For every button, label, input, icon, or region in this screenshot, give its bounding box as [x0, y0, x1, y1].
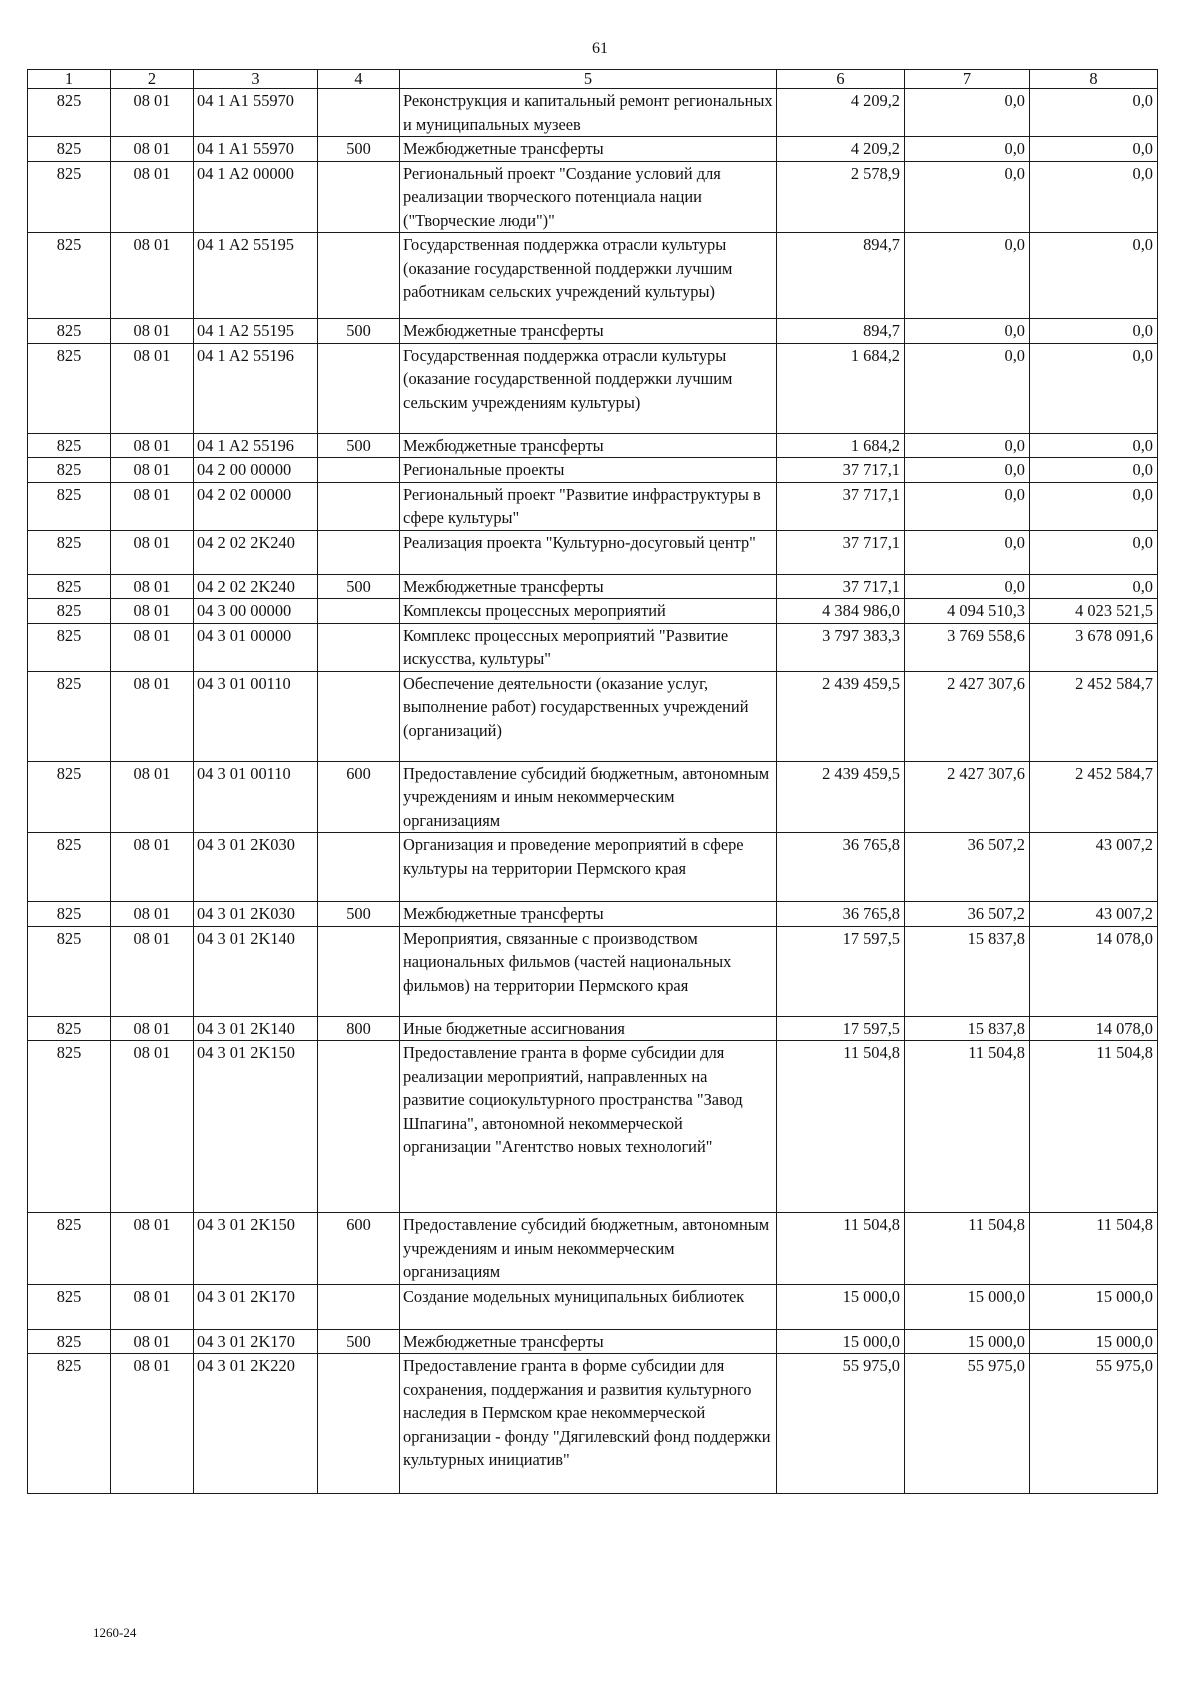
cell-expense-type: 600 [318, 1213, 400, 1285]
table-row [28, 482, 1158, 530]
cell-amount-year2: 36 507,2 [905, 902, 1030, 927]
cell-expense-type [318, 161, 400, 233]
cell-expense-type [318, 599, 400, 624]
table-row [28, 458, 1158, 483]
cell-amount-year1: 4 209,2 [777, 89, 905, 137]
cell-amount-year3: 55 975,0 [1030, 1354, 1158, 1494]
table-row [28, 319, 1158, 344]
cell-target-article: 04 3 01 2K170 [194, 1329, 318, 1354]
cell-gr: 825 [28, 89, 111, 137]
cell-target-article: 04 3 01 2K220 [194, 1354, 318, 1494]
table-row [28, 343, 1158, 433]
cell-amount-year3: 0,0 [1030, 458, 1158, 483]
cell-amount-year1: 894,7 [777, 233, 905, 319]
cell-description: Предоставление субсидий бюджетным, автономным учреждениям и иным некоммерческим организациям [400, 1213, 777, 1285]
cell-amount-year1: 37 717,1 [777, 574, 905, 599]
cell-description: Комплекс процессных мероприятий "Развитие искусства, культуры" [400, 623, 777, 671]
cell-expense-type: 800 [318, 1016, 400, 1041]
cell-description: Межбюджетные трансферты [400, 137, 777, 162]
cell-amount-year3: 14 078,0 [1030, 926, 1158, 1016]
table-row [28, 926, 1158, 1016]
cell-amount-year1: 15 000,0 [777, 1329, 905, 1354]
cell-amount-year3: 15 000,0 [1030, 1284, 1158, 1329]
cell-expense-type [318, 233, 400, 319]
cell-amount-year1: 2 439 459,5 [777, 761, 905, 833]
cell-gr: 825 [28, 458, 111, 483]
cell-section: 08 01 [111, 671, 194, 761]
cell-gr: 825 [28, 574, 111, 599]
table-row [28, 833, 1158, 902]
cell-description: Межбюджетные трансферты [400, 1329, 777, 1354]
cell-amount-year1: 37 717,1 [777, 530, 905, 574]
cell-expense-type: 500 [318, 1329, 400, 1354]
table-row [28, 137, 1158, 162]
cell-section: 08 01 [111, 833, 194, 902]
cell-amount-year3: 14 078,0 [1030, 1016, 1158, 1041]
cell-gr: 825 [28, 833, 111, 902]
cell-gr: 825 [28, 319, 111, 344]
column-header-8: 8 [1030, 70, 1158, 89]
cell-section: 08 01 [111, 623, 194, 671]
cell-description: Реализация проекта "Культурно-досуговый центр" [400, 530, 777, 574]
cell-amount-year3: 11 504,8 [1030, 1213, 1158, 1285]
cell-amount-year2: 0,0 [905, 233, 1030, 319]
cell-gr: 825 [28, 1354, 111, 1494]
cell-section: 08 01 [111, 1016, 194, 1041]
cell-target-article: 04 1 A2 55195 [194, 319, 318, 344]
cell-amount-year3: 0,0 [1030, 433, 1158, 458]
cell-description: Предоставление гранта в форме субсидии для сохранения, поддержания и развития культурного наследия в Пермском крае некоммерческой организации - фонду "Дягилевский фонд поддержки культурных инициатив" [400, 1354, 777, 1494]
cell-gr: 825 [28, 343, 111, 433]
cell-description: Иные бюджетные ассигнования [400, 1016, 777, 1041]
cell-amount-year2: 0,0 [905, 161, 1030, 233]
cell-target-article: 04 3 01 2K150 [194, 1213, 318, 1285]
cell-amount-year2: 36 507,2 [905, 833, 1030, 902]
cell-target-article: 04 1 A2 55196 [194, 433, 318, 458]
cell-section: 08 01 [111, 926, 194, 1016]
cell-section: 08 01 [111, 761, 194, 833]
cell-amount-year1: 11 504,8 [777, 1041, 905, 1213]
column-header-7: 7 [905, 70, 1030, 89]
cell-description: Реконструкция и капитальный ремонт региональных и муниципальных музеев [400, 89, 777, 137]
cell-description: Создание модельных муниципальных библиотек [400, 1284, 777, 1329]
cell-amount-year3: 0,0 [1030, 343, 1158, 433]
cell-amount-year1: 2 578,9 [777, 161, 905, 233]
cell-section: 08 01 [111, 458, 194, 483]
cell-amount-year3: 0,0 [1030, 161, 1158, 233]
cell-description: Межбюджетные трансферты [400, 902, 777, 927]
cell-amount-year3: 3 678 091,6 [1030, 623, 1158, 671]
cell-description: Мероприятия, связанные с производством национальных фильмов (частей национальных фильмов) на территории Пермского края [400, 926, 777, 1016]
cell-amount-year1: 1 684,2 [777, 343, 905, 433]
table-body [28, 89, 1158, 1494]
cell-description: Государственная поддержка отрасли культуры (оказание государственной поддержки лучшим работникам сельских учреждений культуры) [400, 233, 777, 319]
cell-amount-year3: 0,0 [1030, 233, 1158, 319]
cell-expense-type: 500 [318, 433, 400, 458]
cell-target-article: 04 3 01 2K140 [194, 926, 318, 1016]
table-row [28, 574, 1158, 599]
cell-gr: 825 [28, 926, 111, 1016]
cell-section: 08 01 [111, 1354, 194, 1494]
cell-amount-year3: 4 023 521,5 [1030, 599, 1158, 624]
cell-amount-year2: 0,0 [905, 482, 1030, 530]
table-row [28, 1329, 1158, 1354]
cell-section: 08 01 [111, 137, 194, 162]
cell-amount-year3: 2 452 584,7 [1030, 671, 1158, 761]
cell-amount-year1: 37 717,1 [777, 458, 905, 483]
cell-section: 08 01 [111, 233, 194, 319]
cell-gr: 825 [28, 1329, 111, 1354]
cell-target-article: 04 1 A1 55970 [194, 137, 318, 162]
cell-section: 08 01 [111, 433, 194, 458]
column-header-6: 6 [777, 70, 905, 89]
cell-amount-year1: 4 209,2 [777, 137, 905, 162]
cell-target-article: 04 1 A2 00000 [194, 161, 318, 233]
cell-gr: 825 [28, 161, 111, 233]
cell-expense-type [318, 89, 400, 137]
table-row [28, 1354, 1158, 1494]
cell-amount-year1: 4 384 986,0 [777, 599, 905, 624]
cell-target-article: 04 3 01 00110 [194, 761, 318, 833]
cell-target-article: 04 3 01 2K150 [194, 1041, 318, 1213]
cell-gr: 825 [28, 671, 111, 761]
cell-gr: 825 [28, 233, 111, 319]
column-header-3: 3 [194, 70, 318, 89]
cell-expense-type [318, 623, 400, 671]
cell-amount-year3: 43 007,2 [1030, 833, 1158, 902]
cell-expense-type: 600 [318, 761, 400, 833]
cell-gr: 825 [28, 599, 111, 624]
cell-target-article: 04 2 02 00000 [194, 482, 318, 530]
table-row [28, 89, 1158, 137]
cell-amount-year3: 15 000,0 [1030, 1329, 1158, 1354]
table-row [28, 530, 1158, 574]
column-header-5: 5 [400, 70, 777, 89]
cell-section: 08 01 [111, 319, 194, 344]
cell-amount-year2: 15 837,8 [905, 1016, 1030, 1041]
cell-section: 08 01 [111, 89, 194, 137]
cell-section: 08 01 [111, 530, 194, 574]
cell-amount-year3: 0,0 [1030, 530, 1158, 574]
cell-amount-year2: 0,0 [905, 89, 1030, 137]
cell-description: Региональный проект "Развитие инфраструктуры в сфере культуры" [400, 482, 777, 530]
cell-description: Межбюджетные трансферты [400, 319, 777, 344]
cell-target-article: 04 2 02 2K240 [194, 530, 318, 574]
cell-amount-year1: 36 765,8 [777, 833, 905, 902]
column-header-4: 4 [318, 70, 400, 89]
cell-gr: 825 [28, 137, 111, 162]
cell-amount-year1: 3 797 383,3 [777, 623, 905, 671]
cell-expense-type [318, 671, 400, 761]
cell-amount-year2: 15 000,0 [905, 1329, 1030, 1354]
cell-description: Комплексы процессных мероприятий [400, 599, 777, 624]
cell-section: 08 01 [111, 1284, 194, 1329]
cell-expense-type [318, 1354, 400, 1494]
cell-target-article: 04 1 A2 55196 [194, 343, 318, 433]
table-row [28, 433, 1158, 458]
table-row [28, 761, 1158, 833]
cell-amount-year2: 4 094 510,3 [905, 599, 1030, 624]
cell-amount-year3: 0,0 [1030, 89, 1158, 137]
cell-gr: 825 [28, 1041, 111, 1213]
cell-amount-year2: 0,0 [905, 319, 1030, 344]
cell-section: 08 01 [111, 574, 194, 599]
cell-target-article: 04 1 A2 55195 [194, 233, 318, 319]
cell-section: 08 01 [111, 599, 194, 624]
cell-expense-type [318, 833, 400, 902]
cell-gr: 825 [28, 1284, 111, 1329]
cell-amount-year3: 0,0 [1030, 482, 1158, 530]
cell-amount-year1: 17 597,5 [777, 1016, 905, 1041]
cell-target-article: 04 3 01 00000 [194, 623, 318, 671]
cell-gr: 825 [28, 482, 111, 530]
cell-expense-type [318, 926, 400, 1016]
cell-amount-year2: 3 769 558,6 [905, 623, 1030, 671]
cell-description: Межбюджетные трансферты [400, 433, 777, 458]
cell-amount-year3: 0,0 [1030, 137, 1158, 162]
cell-description: Предоставление субсидий бюджетным, автономным учреждениям и иным некоммерческим организациям [400, 761, 777, 833]
cell-expense-type: 500 [318, 574, 400, 599]
cell-target-article: 04 3 01 2K030 [194, 833, 318, 902]
table-row [28, 161, 1158, 233]
cell-expense-type [318, 1041, 400, 1213]
cell-amount-year1: 37 717,1 [777, 482, 905, 530]
cell-gr: 825 [28, 433, 111, 458]
column-header-1: 1 [28, 70, 111, 89]
cell-amount-year2: 0,0 [905, 530, 1030, 574]
cell-amount-year2: 0,0 [905, 433, 1030, 458]
column-header-2: 2 [111, 70, 194, 89]
table-row [28, 599, 1158, 624]
table-row [28, 1016, 1158, 1041]
cell-gr: 825 [28, 902, 111, 927]
cell-expense-type: 500 [318, 319, 400, 344]
cell-section: 08 01 [111, 161, 194, 233]
cell-target-article: 04 3 01 2K140 [194, 1016, 318, 1041]
cell-amount-year2: 0,0 [905, 458, 1030, 483]
cell-expense-type [318, 530, 400, 574]
cell-target-article: 04 3 00 00000 [194, 599, 318, 624]
cell-target-article: 04 3 01 2K170 [194, 1284, 318, 1329]
cell-gr: 825 [28, 623, 111, 671]
cell-description: Межбюджетные трансферты [400, 574, 777, 599]
cell-expense-type: 500 [318, 902, 400, 927]
cell-target-article: 04 2 00 00000 [194, 458, 318, 483]
cell-description: Предоставление гранта в форме субсидии для реализации мероприятий, направленных на развитие социокультурного пространства "Завод Шпагина", автономной некоммерческой организации "Агентство новых технологий" [400, 1041, 777, 1213]
cell-description: Организация и проведение мероприятий в сфере культуры на территории Пермского края [400, 833, 777, 902]
cell-expense-type: 500 [318, 137, 400, 162]
cell-gr: 825 [28, 761, 111, 833]
cell-amount-year1: 1 684,2 [777, 433, 905, 458]
cell-amount-year2: 0,0 [905, 343, 1030, 433]
cell-expense-type [318, 458, 400, 483]
table-row [28, 1284, 1158, 1329]
cell-expense-type [318, 482, 400, 530]
table-row [28, 671, 1158, 761]
cell-description: Региональный проект "Создание условий для реализации творческого потенциала нации ("Творческие люди")" [400, 161, 777, 233]
cell-gr: 825 [28, 1213, 111, 1285]
header-row [28, 70, 1158, 89]
cell-section: 08 01 [111, 343, 194, 433]
cell-amount-year3: 0,0 [1030, 574, 1158, 599]
cell-amount-year1: 55 975,0 [777, 1354, 905, 1494]
cell-amount-year1: 2 439 459,5 [777, 671, 905, 761]
cell-description: Обеспечение деятельности (оказание услуг, выполнение работ) государственных учреждений (организаций) [400, 671, 777, 761]
cell-amount-year3: 0,0 [1030, 319, 1158, 344]
page-number: 61 [592, 40, 608, 57]
cell-section: 08 01 [111, 1329, 194, 1354]
cell-section: 08 01 [111, 482, 194, 530]
cell-amount-year2: 0,0 [905, 574, 1030, 599]
cell-amount-year1: 17 597,5 [777, 926, 905, 1016]
cell-amount-year2: 0,0 [905, 137, 1030, 162]
cell-target-article: 04 3 01 2K030 [194, 902, 318, 927]
cell-expense-type [318, 343, 400, 433]
cell-amount-year2: 55 975,0 [905, 1354, 1030, 1494]
document-code: 1260-24 [93, 1625, 137, 1640]
cell-amount-year2: 15 000,0 [905, 1284, 1030, 1329]
table-row [28, 1041, 1158, 1213]
cell-amount-year2: 2 427 307,6 [905, 761, 1030, 833]
budget-table [27, 69, 1158, 1494]
cell-expense-type [318, 1284, 400, 1329]
cell-description: Региональные проекты [400, 458, 777, 483]
cell-amount-year2: 15 837,8 [905, 926, 1030, 1016]
cell-section: 08 01 [111, 1041, 194, 1213]
cell-amount-year1: 36 765,8 [777, 902, 905, 927]
cell-section: 08 01 [111, 1213, 194, 1285]
cell-amount-year3: 11 504,8 [1030, 1041, 1158, 1213]
cell-target-article: 04 2 02 2K240 [194, 574, 318, 599]
cell-description: Государственная поддержка отрасли культуры (оказание государственной поддержки лучшим сельским учреждениям культуры) [400, 343, 777, 433]
cell-amount-year1: 11 504,8 [777, 1213, 905, 1285]
cell-amount-year2: 2 427 307,6 [905, 671, 1030, 761]
cell-amount-year1: 15 000,0 [777, 1284, 905, 1329]
cell-amount-year2: 11 504,8 [905, 1213, 1030, 1285]
table-row [28, 233, 1158, 319]
table-row [28, 1213, 1158, 1285]
cell-gr: 825 [28, 530, 111, 574]
cell-gr: 825 [28, 1016, 111, 1041]
cell-amount-year2: 11 504,8 [905, 1041, 1030, 1213]
cell-amount-year3: 43 007,2 [1030, 902, 1158, 927]
cell-amount-year1: 894,7 [777, 319, 905, 344]
cell-target-article: 04 3 01 00110 [194, 671, 318, 761]
cell-amount-year3: 2 452 584,7 [1030, 761, 1158, 833]
cell-target-article: 04 1 A1 55970 [194, 89, 318, 137]
cell-section: 08 01 [111, 902, 194, 927]
table-row [28, 902, 1158, 927]
table-row [28, 623, 1158, 671]
